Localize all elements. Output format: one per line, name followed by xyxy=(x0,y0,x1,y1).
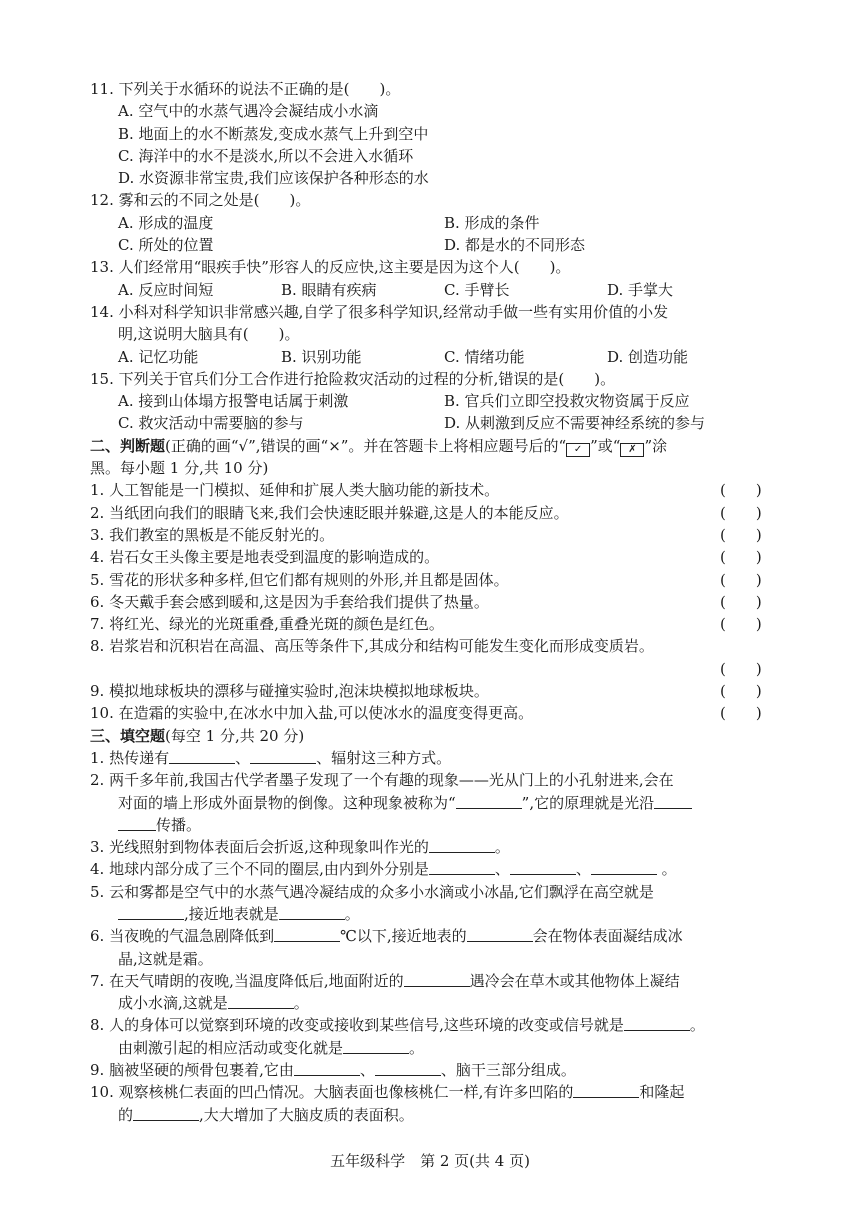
question-15-options-row1 xyxy=(90,390,770,412)
question-14-stem-cont: 明,这说明大脑具有( )。 xyxy=(118,325,300,344)
tf-item-5-text: 5. 雪花的形状多种多样,但它们都有规则的外形,并且都是固体。 xyxy=(90,570,509,589)
section-3-desc: (每空 1 分,共 20 分) xyxy=(165,726,305,745)
fill-q10-line2: 的 ,大大增加了大脑皮质的表面积。 xyxy=(118,1105,414,1124)
answer-paren: ( ) xyxy=(720,592,762,611)
tf-item-1 xyxy=(90,479,770,501)
fill-q3: 3. 光线照射到物体表面后会折返,这种现象叫作光的 。 xyxy=(90,838,510,857)
answer-blank xyxy=(274,927,340,942)
question-14-option-a: A. 记忆功能 xyxy=(118,347,199,366)
answer-paren: ( ) xyxy=(720,481,762,500)
question-13-option-b: B. 眼睛有疾病 xyxy=(281,280,377,299)
question-14-options xyxy=(90,346,770,368)
question-11-option-a: A. 空气中的水蒸气遇冷会凝结成小水滴 xyxy=(118,102,379,121)
question-13-options xyxy=(90,279,770,301)
answer-paren: ( ) xyxy=(720,548,762,567)
fill-q6-line1: 6. 当夜晚的气温急剧降低到 ℃以下,接近地表的 会在物体表面凝结成冰 xyxy=(90,927,683,946)
question-11-option-d: D. 水资源非常宝贵,我们应该保护各种形态的水 xyxy=(118,169,429,188)
section-2-desc-end: ”涂 xyxy=(644,436,668,455)
fill-q2-line2: 对面的墙上形成外面景物的倒像。这种现象被称为“ ”,它的原理就是光沿 xyxy=(90,792,770,814)
question-12-option-a: A. 形成的温度 xyxy=(118,213,214,232)
question-12-options-row2 xyxy=(90,234,770,256)
section-3-header xyxy=(90,725,770,747)
question-14-option-c: C. 情绪功能 xyxy=(444,347,525,366)
answer-blank xyxy=(375,1061,441,1076)
answer-paren: ( ) xyxy=(720,525,762,544)
fill-q4: 4. 地球内部分成了三个不同的圈层,由内到外分别是 、 、 。 xyxy=(90,860,677,879)
fill-q5-line1: 5. 云和雾都是空气中的水蒸气遇冷凝结成的众多小水滴或小冰晶,它们飘浮在高空就是 xyxy=(90,882,654,901)
tf-item-4 xyxy=(90,546,770,568)
tf-item-9 xyxy=(90,680,770,702)
fill-q1: 1. 热传递有 、 、辐射这三种方式。 xyxy=(90,748,452,767)
page-footer: 五年级科学 第 2 页(共 4 页) xyxy=(330,1152,530,1170)
tf-item-5 xyxy=(90,569,770,591)
check-box-icon: ✓ xyxy=(566,443,590,457)
question-12-option-c: C. 所处的位置 xyxy=(118,236,214,255)
tf-item-7 xyxy=(90,613,770,635)
section-2-desc: (正确的画“√”,错误的画“×”。并在答题卡上将相应题号后的“ xyxy=(165,436,567,455)
question-15-option-a: A. 接到山体塌方报警电话属于刺激 xyxy=(118,392,349,411)
answer-paren: ( ) xyxy=(720,704,762,723)
fill-q7-line2: 成小水滴,这就是 。 xyxy=(118,994,309,1013)
tf-item-1-text: 1. 人工智能是一门模拟、延伸和扩展人类大脑功能的新技术。 xyxy=(90,481,500,500)
fill-q7-line1: 7. 在天气晴朗的夜晚,当温度降低后,地面附近的 遇冷会在草木或其他物体上凝结 xyxy=(90,971,680,990)
fill-q10-line1: 10. 观察核桃仁表面的凹凸情况。大脑表面也像核桃仁一样,有许多凹陷的 和隆起 xyxy=(90,1083,685,1102)
fill-q5-line2: ,接近地表就是 。 xyxy=(90,903,770,925)
answer-blank xyxy=(456,794,522,809)
question-15-option-b: B. 官兵们立即空投救灾物资属于反应 xyxy=(444,392,690,411)
fill-q8-line1: 8. 人的身体可以觉察到环境的改变或接收到某些信号,这些环境的改变或信号就是 。 xyxy=(90,1016,705,1035)
question-14-stem: 14. 小科对科学知识非常感兴趣,自学了很多科学知识,经常动手做一些有实用价值的小发 xyxy=(90,302,669,321)
fill-q8-line2: 由刺激引起的相应活动或变化就是 。 xyxy=(118,1038,425,1057)
tf-item-2-text: 2. 当纸团向我们的眼睛飞来,我们会快速眨眼并躲避,这是人的本能反应。 xyxy=(90,503,569,522)
answer-blank xyxy=(510,860,576,875)
answer-paren: ( ) xyxy=(720,503,762,522)
tf-item-3-text: 3. 我们教室的黑板是不能反射光的。 xyxy=(90,525,335,544)
answer-blank xyxy=(343,1039,409,1054)
tf-item-4-text: 4. 岩石女王头像主要是地表受到温度的影响造成的。 xyxy=(90,548,440,567)
answer-blank xyxy=(429,838,495,853)
answer-blank xyxy=(429,860,495,875)
tf-item-6 xyxy=(90,591,770,613)
answer-blank xyxy=(228,994,294,1009)
tf-item-2 xyxy=(90,502,770,524)
answer-paren: ( ) xyxy=(720,682,762,701)
answer-paren: ( ) xyxy=(720,570,762,589)
section-2-title: 二、判断题 xyxy=(90,436,166,455)
question-15-options-row2 xyxy=(90,412,770,434)
answer-blank xyxy=(591,860,657,875)
answer-blank xyxy=(250,749,316,764)
question-11-option-b: B. 地面上的水不断蒸发,变成水蒸气上升到空中 xyxy=(118,124,429,143)
answer-paren: ( ) xyxy=(720,615,762,634)
question-14-option-d: D. 创造功能 xyxy=(607,347,689,366)
answer-blank xyxy=(654,794,692,809)
answer-blank xyxy=(118,905,184,920)
question-13-stem: 13. 人们经常用“眼疾手快”形容人的反应快,这主要是因为这个人( )。 xyxy=(90,258,571,277)
tf-item-8-paren-row xyxy=(90,658,770,680)
question-15-option-c: C. 救灾活动中需要脑的参与 xyxy=(118,414,304,433)
tf-item-3 xyxy=(90,524,770,546)
fill-q2-line1: 2. 两千多年前,我国古代学者墨子发现了一个有趣的现象——光从门上的小孔射进来,会在 xyxy=(90,771,674,790)
answer-blank xyxy=(279,905,345,920)
tf-item-9-text: 9. 模拟地球板块的漂移与碰撞实验时,泡沫块模拟地球板块。 xyxy=(90,682,489,701)
question-12-stem: 12. 雾和云的不同之处是( )。 xyxy=(90,191,311,210)
question-13-option-c: C. 手臂长 xyxy=(444,280,510,299)
question-11-stem: 11. 下列关于水循环的说法不正确的是( )。 xyxy=(90,80,401,98)
question-12-option-b: B. 形成的条件 xyxy=(444,213,540,232)
answer-blank xyxy=(467,927,533,942)
tf-item-7-text: 7. 将红光、绿光的光斑重叠,重叠光斑的颜色是红色。 xyxy=(90,615,444,634)
answer-blank xyxy=(169,749,235,764)
question-13-option-d: D. 手掌大 xyxy=(607,280,674,299)
section-3-title: 三、填空题 xyxy=(90,726,166,745)
tf-item-10-text: 10. 在造霜的实验中,在冰水中加入盐,可以使冰水的温度变得更高。 xyxy=(90,704,534,723)
fill-q2-line3: 传播。 xyxy=(90,814,770,836)
answer-paren: ( ) xyxy=(720,659,762,678)
section-2-desc-mid: ”或“ xyxy=(590,436,621,455)
answer-blank xyxy=(404,972,470,987)
fill-q6-line2: 晶,这就是霜。 xyxy=(118,949,213,968)
question-14-option-b: B. 识别功能 xyxy=(281,347,362,366)
question-15-option-d: D. 从刺激到反应不需要神经系统的参与 xyxy=(444,414,706,433)
question-13-option-a: A. 反应时间短 xyxy=(118,280,214,299)
fill-q9: 9. 脑被坚硬的颅骨包裹着,它由 、 、脑干三部分组成。 xyxy=(90,1061,576,1080)
cross-box-icon: ✗ xyxy=(620,443,644,457)
answer-blank xyxy=(294,1061,360,1076)
tf-item-10 xyxy=(90,702,770,724)
question-12-option-d: D. 都是水的不同形态 xyxy=(444,236,586,255)
question-11-option-c: C. 海洋中的水不是淡水,所以不会进入水循环 xyxy=(118,146,414,165)
answer-blank xyxy=(133,1106,199,1121)
question-12-options-row1 xyxy=(90,212,770,234)
section-2-desc-line2: 黑。每小题 1 分,共 10 分) xyxy=(90,459,269,478)
answer-blank xyxy=(118,816,156,831)
section-2-header xyxy=(90,435,770,457)
tf-item-6-text: 6. 冬天戴手套会感到暖和,这是因为手套给我们提供了热量。 xyxy=(90,592,489,611)
question-15-stem: 15. 下列关于官兵们分工合作进行抢险救灾活动的过程的分析,错误的是( )。 xyxy=(90,369,616,388)
tf-item-8-text: 8. 岩浆岩和沉积岩在高温、高压等条件下,其成分和结构可能发生变化而形成变质岩。 xyxy=(90,637,654,656)
answer-blank xyxy=(573,1083,639,1098)
answer-blank xyxy=(624,1016,690,1031)
